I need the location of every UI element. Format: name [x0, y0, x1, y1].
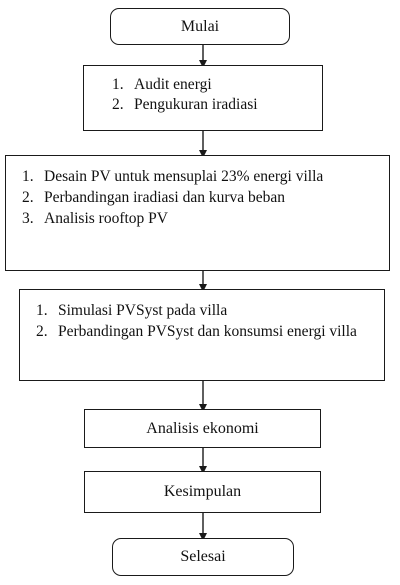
- step3-list: [36, 300, 372, 342]
- step2-list: [22, 166, 379, 229]
- list-item: 1. Simulasi PVSyst pada villa: [36, 302, 228, 319]
- start-label: Mulai: [180, 17, 220, 35]
- list-item: 1. Audit energi: [112, 76, 212, 93]
- list-item: 2. Perbandingan iradiasi dan kurva beban: [22, 189, 286, 206]
- step2-box: [5, 155, 390, 271]
- step3-box: [19, 289, 385, 381]
- list-item: 1. Desain PV untuk mensuplai 23% energi villa: [22, 168, 324, 185]
- step5-box: [84, 471, 321, 513]
- step1-list: [112, 75, 312, 115]
- step5-label: Kesimpulan: [163, 483, 242, 500]
- step4-label: Analisis ekonomi: [146, 419, 259, 437]
- list-item: 3. Analisis rooftop PV: [22, 210, 168, 227]
- end-terminal: [112, 538, 294, 576]
- list-item: 2. Perbandingan PVSyst dan konsumsi energi villa: [36, 323, 357, 340]
- start-terminal: [110, 8, 290, 45]
- list-item: 2. Pengukuran iradiasi: [112, 96, 258, 113]
- end-label: Selesai: [180, 548, 226, 565]
- step1-box: [83, 65, 323, 131]
- step4-box: [84, 409, 321, 448]
